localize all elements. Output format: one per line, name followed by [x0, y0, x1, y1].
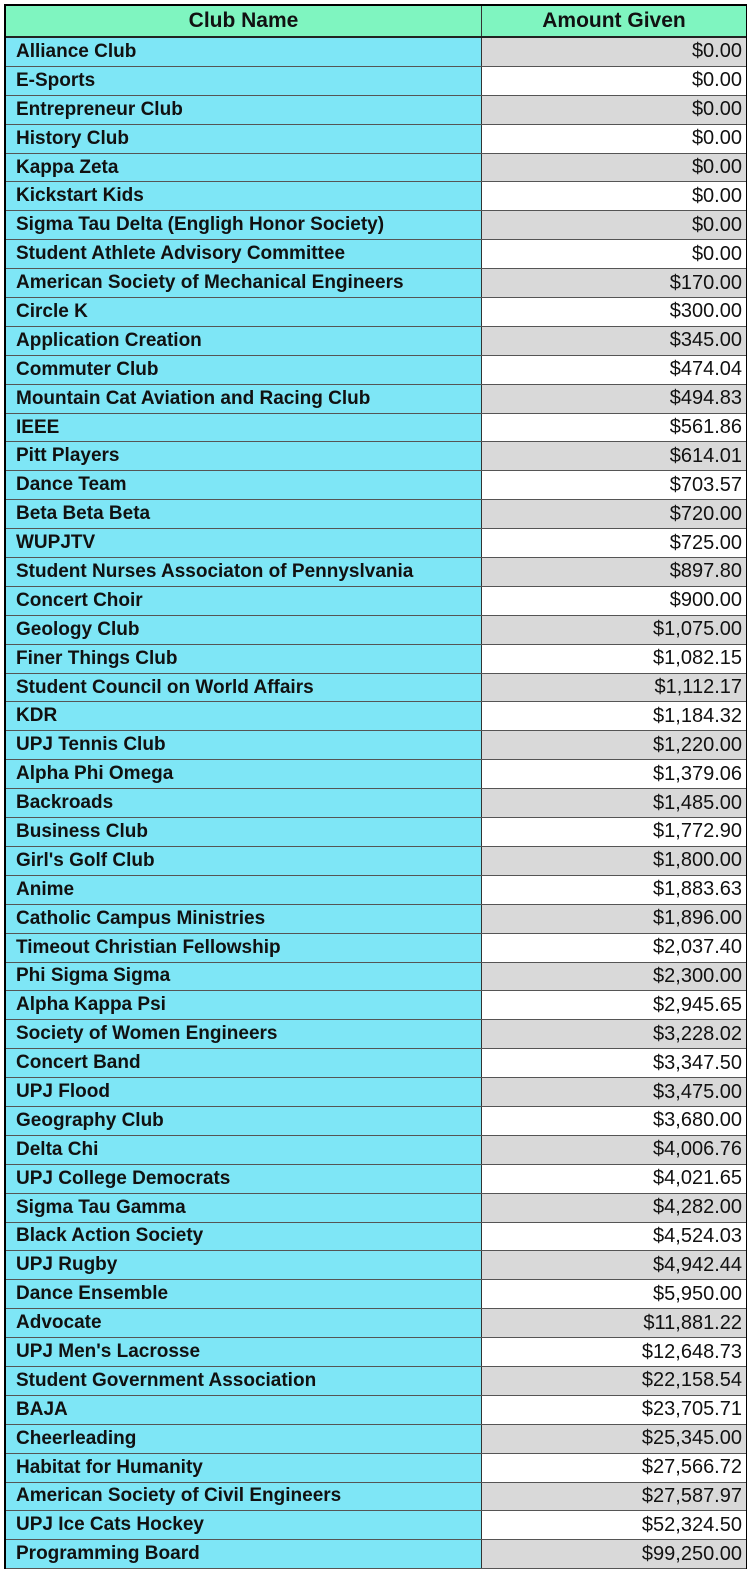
club-name-cell[interactable]: Anime — [6, 876, 482, 904]
table-row — [6, 240, 746, 269]
table-row — [6, 1511, 746, 1540]
table-row — [6, 471, 746, 500]
table-row — [6, 1078, 746, 1107]
club-name-cell[interactable]: Society of Women Engineers — [6, 1020, 482, 1048]
amount-given-cell[interactable]: $900.00 — [482, 587, 746, 615]
table-row — [6, 905, 746, 934]
table-row — [6, 934, 746, 963]
club-name-cell[interactable]: Kappa Zeta — [6, 154, 482, 182]
amount-given-cell[interactable]: $1,112.17 — [482, 674, 746, 702]
amount-given-cell[interactable]: $1,772.90 — [482, 818, 746, 846]
amount-given-cell[interactable]: $0.00 — [482, 154, 746, 182]
amount-given-cell[interactable]: $2,300.00 — [482, 963, 746, 991]
amount-given-cell[interactable]: $0.00 — [482, 67, 746, 95]
table-row — [6, 500, 746, 529]
amount-given-cell[interactable]: $614.01 — [482, 442, 746, 470]
table-row — [6, 211, 746, 240]
amount-given-cell[interactable]: $23,705.71 — [482, 1396, 746, 1424]
club-name-cell[interactable]: UPJ Ice Cats Hockey — [6, 1511, 482, 1539]
club-name-cell[interactable]: Dance Ensemble — [6, 1280, 482, 1308]
club-name-cell[interactable]: Dance Team — [6, 471, 482, 499]
club-name-cell[interactable]: Beta Beta Beta — [6, 500, 482, 528]
amount-given-cell[interactable]: $0.00 — [482, 38, 746, 66]
table-body — [6, 38, 746, 1569]
club-name-cell[interactable]: Geography Club — [6, 1107, 482, 1135]
amount-given-cell[interactable]: $27,587.97 — [482, 1483, 746, 1511]
club-name-cell[interactable]: Black Action Society — [6, 1223, 482, 1251]
table-row — [6, 1367, 746, 1396]
amount-given-cell[interactable]: $720.00 — [482, 500, 746, 528]
amount-given-cell[interactable]: $1,082.15 — [482, 645, 746, 673]
table-row — [6, 1338, 746, 1367]
table-row — [6, 558, 746, 587]
club-name-cell[interactable]: Concert Choir — [6, 587, 482, 615]
table-row — [6, 702, 746, 731]
amount-given-cell[interactable]: $0.00 — [482, 96, 746, 124]
club-name-cell[interactable]: IEEE — [6, 414, 482, 442]
club-name-cell[interactable]: Habitat for Humanity — [6, 1454, 482, 1482]
club-name-cell[interactable]: KDR — [6, 702, 482, 730]
amount-given-cell[interactable]: $4,942.44 — [482, 1251, 746, 1279]
table-row — [6, 1223, 746, 1252]
club-name-cell[interactable]: Student Athlete Advisory Committee — [6, 240, 482, 268]
table-row — [6, 327, 746, 356]
table-row — [6, 1483, 746, 1512]
amount-given-cell[interactable]: $4,006.76 — [482, 1136, 746, 1164]
column-header-amount-given[interactable]: Amount Given — [482, 6, 746, 36]
amount-given-cell[interactable]: $27,566.72 — [482, 1454, 746, 1482]
amount-given-cell[interactable]: $3,680.00 — [482, 1107, 746, 1135]
table-row — [6, 67, 746, 96]
club-name-cell[interactable]: Application Creation — [6, 327, 482, 355]
club-name-cell[interactable]: Sigma Tau Gamma — [6, 1194, 482, 1222]
table-row — [6, 1454, 746, 1483]
table-row — [6, 789, 746, 818]
club-name-cell[interactable]: Alpha Kappa Psi — [6, 991, 482, 1019]
table-row — [6, 529, 746, 558]
table-row — [6, 616, 746, 645]
club-name-cell[interactable]: UPJ Men's Lacrosse — [6, 1338, 482, 1366]
amount-given-cell[interactable]: $494.83 — [482, 385, 746, 413]
table-row — [6, 414, 746, 443]
amount-given-cell[interactable]: $561.86 — [482, 414, 746, 442]
table-row — [6, 963, 746, 992]
club-name-cell[interactable]: Concert Band — [6, 1049, 482, 1077]
amount-given-cell[interactable]: $1,800.00 — [482, 847, 746, 875]
amount-given-cell[interactable]: $2,945.65 — [482, 991, 746, 1019]
club-name-cell[interactable]: UPJ Flood — [6, 1078, 482, 1106]
table-row — [6, 645, 746, 674]
amount-given-cell[interactable]: $0.00 — [482, 211, 746, 239]
table-header — [6, 6, 746, 38]
table-row — [6, 1280, 746, 1309]
table-row — [6, 154, 746, 183]
club-name-cell[interactable]: Business Club — [6, 818, 482, 846]
amount-given-cell[interactable]: $3,347.50 — [482, 1049, 746, 1077]
amount-given-cell[interactable]: $22,158.54 — [482, 1367, 746, 1395]
amount-given-cell[interactable]: $3,228.02 — [482, 1020, 746, 1048]
amount-given-cell[interactable]: $52,324.50 — [482, 1511, 746, 1539]
club-name-cell[interactable]: Student Government Association — [6, 1367, 482, 1395]
club-name-cell[interactable]: Phi Sigma Sigma — [6, 963, 482, 991]
amount-given-cell[interactable]: $1,883.63 — [482, 876, 746, 904]
table-row — [6, 442, 746, 471]
amount-given-cell[interactable]: $1,075.00 — [482, 616, 746, 644]
table-row — [6, 1540, 746, 1569]
club-name-cell[interactable]: Alliance Club — [6, 38, 482, 66]
amount-given-cell[interactable]: $12,648.73 — [482, 1338, 746, 1366]
amount-given-cell[interactable]: $345.00 — [482, 327, 746, 355]
table-row — [6, 1194, 746, 1223]
table-row — [6, 674, 746, 703]
club-name-cell[interactable]: Cheerleading — [6, 1425, 482, 1453]
club-name-cell[interactable]: Advocate — [6, 1309, 482, 1337]
table-row — [6, 760, 746, 789]
amount-given-cell[interactable]: $11,881.22 — [482, 1309, 746, 1337]
table-row — [6, 1107, 746, 1136]
club-name-cell[interactable]: UPJ College Democrats — [6, 1165, 482, 1193]
club-name-cell[interactable]: Student Council on World Affairs — [6, 674, 482, 702]
club-name-cell[interactable]: Sigma Tau Delta (Engligh Honor Society) — [6, 211, 482, 239]
amount-given-cell[interactable]: $474.04 — [482, 356, 746, 384]
club-name-cell[interactable]: Timeout Christian Fellowship — [6, 934, 482, 962]
club-name-cell[interactable]: WUPJTV — [6, 529, 482, 557]
table-row — [6, 1165, 746, 1194]
club-name-cell[interactable]: Kickstart Kids — [6, 182, 482, 210]
amount-given-cell[interactable]: $300.00 — [482, 298, 746, 326]
amount-given-cell[interactable]: $170.00 — [482, 269, 746, 297]
club-name-cell[interactable]: Finer Things Club — [6, 645, 482, 673]
table-row — [6, 1136, 746, 1165]
table-row — [6, 356, 746, 385]
amount-given-cell[interactable]: $4,282.00 — [482, 1194, 746, 1222]
club-name-cell[interactable]: Alpha Phi Omega — [6, 760, 482, 788]
club-name-cell[interactable]: Geology Club — [6, 616, 482, 644]
amount-given-cell[interactable]: $3,475.00 — [482, 1078, 746, 1106]
club-name-cell[interactable]: Girl's Golf Club — [6, 847, 482, 875]
table-row — [6, 847, 746, 876]
club-name-cell[interactable]: UPJ Tennis Club — [6, 731, 482, 759]
table-row — [6, 1396, 746, 1425]
amount-given-cell[interactable]: $725.00 — [482, 529, 746, 557]
table-row — [6, 818, 746, 847]
club-name-cell[interactable]: Backroads — [6, 789, 482, 817]
club-name-cell[interactable]: BAJA — [6, 1396, 482, 1424]
club-name-cell[interactable]: Delta Chi — [6, 1136, 482, 1164]
amount-given-cell[interactable]: $2,037.40 — [482, 934, 746, 962]
amount-given-cell[interactable]: $1,896.00 — [482, 905, 746, 933]
table-row — [6, 182, 746, 211]
amount-given-cell[interactable]: $703.57 — [482, 471, 746, 499]
amount-given-cell[interactable]: $4,021.65 — [482, 1165, 746, 1193]
amount-given-cell[interactable]: $1,184.32 — [482, 702, 746, 730]
club-name-cell[interactable]: Entrepreneur Club — [6, 96, 482, 124]
table-row — [6, 38, 746, 67]
amount-given-cell[interactable]: $5,950.00 — [482, 1280, 746, 1308]
club-name-cell[interactable]: Mountain Cat Aviation and Racing Club — [6, 385, 482, 413]
amount-given-cell[interactable]: $4,524.03 — [482, 1223, 746, 1251]
table-row — [6, 125, 746, 154]
table-row — [6, 298, 746, 327]
club-name-cell[interactable]: E-Sports — [6, 67, 482, 95]
table-row — [6, 731, 746, 760]
club-funding-table — [4, 4, 747, 1569]
club-name-cell[interactable]: Programming Board — [6, 1540, 482, 1568]
table-row — [6, 269, 746, 298]
club-name-cell[interactable]: Pitt Players — [6, 442, 482, 470]
amount-given-cell[interactable]: $0.00 — [482, 125, 746, 153]
amount-given-cell[interactable]: $25,345.00 — [482, 1425, 746, 1453]
amount-given-cell[interactable]: $897.80 — [482, 558, 746, 586]
table-row — [6, 1020, 746, 1049]
table-row — [6, 587, 746, 616]
table-row — [6, 991, 746, 1020]
column-header-club-name[interactable]: Club Name — [6, 6, 482, 36]
table-row — [6, 1251, 746, 1280]
club-name-cell[interactable]: Catholic Campus Ministries — [6, 905, 482, 933]
club-name-cell[interactable]: Student Nurses Associaton of Pennyslvania — [6, 558, 482, 586]
amount-given-cell[interactable]: $0.00 — [482, 182, 746, 210]
club-name-cell[interactable]: American Society of Mechanical Engineers — [6, 269, 482, 297]
table-row — [6, 385, 746, 414]
amount-given-cell[interactable]: $0.00 — [482, 240, 746, 268]
club-name-cell[interactable]: Circle K — [6, 298, 482, 326]
club-name-cell[interactable]: American Society of Civil Engineers — [6, 1483, 482, 1511]
table-row — [6, 96, 746, 125]
table-row — [6, 1049, 746, 1078]
club-name-cell[interactable]: History Club — [6, 125, 482, 153]
amount-given-cell[interactable]: $99,250.00 — [482, 1540, 746, 1568]
table-row — [6, 876, 746, 905]
club-name-cell[interactable]: Commuter Club — [6, 356, 482, 384]
table-row — [6, 1309, 746, 1338]
amount-given-cell[interactable]: $1,220.00 — [482, 731, 746, 759]
amount-given-cell[interactable]: $1,379.06 — [482, 760, 746, 788]
club-name-cell[interactable]: UPJ Rugby — [6, 1251, 482, 1279]
amount-given-cell[interactable]: $1,485.00 — [482, 789, 746, 817]
table-row — [6, 1425, 746, 1454]
